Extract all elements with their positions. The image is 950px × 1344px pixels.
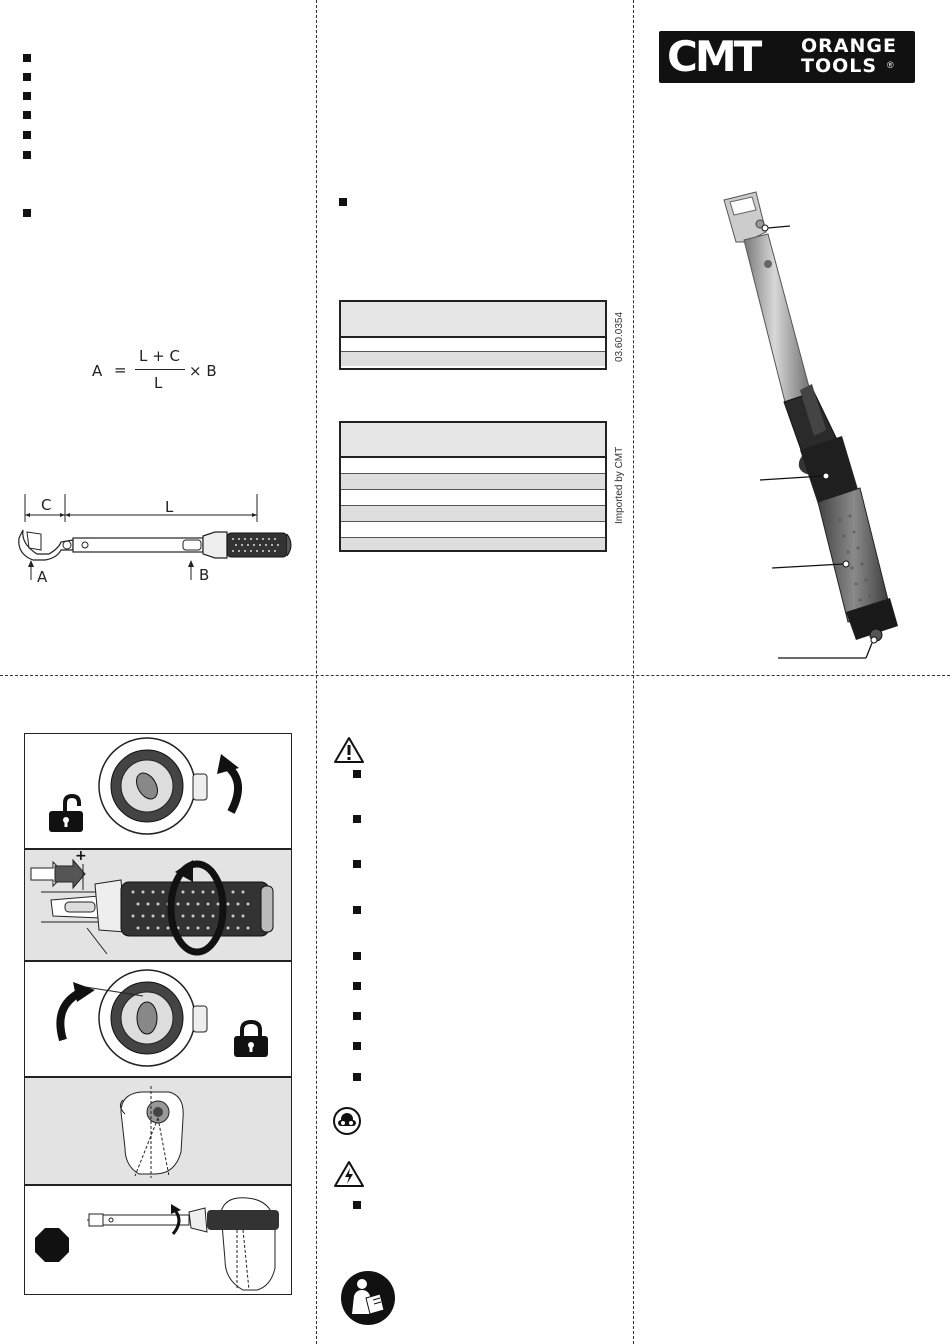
table-header xyxy=(341,302,605,338)
electric-hazard-icon xyxy=(333,1160,365,1188)
bullet xyxy=(353,1201,361,1209)
bullet xyxy=(353,1012,361,1020)
formula-equals: = xyxy=(114,361,127,379)
step-panel-stop-warning xyxy=(24,1185,292,1295)
torque-wrench-photo xyxy=(650,180,940,670)
torque-wrench-illustration xyxy=(650,180,940,670)
dimension-label-l: L xyxy=(165,498,174,516)
table-header xyxy=(341,423,605,458)
bullet xyxy=(353,860,361,868)
bullet xyxy=(353,982,361,990)
bullet xyxy=(353,770,361,778)
force-label-a: A xyxy=(37,568,48,586)
adjust-torque-illustration xyxy=(25,850,291,960)
bullet xyxy=(353,815,361,823)
bullet xyxy=(353,952,361,960)
bullet xyxy=(353,1042,361,1050)
bullet xyxy=(353,906,361,914)
table-row xyxy=(341,352,605,366)
increase-sign: + xyxy=(75,848,87,864)
importer-note: Imported by CMT xyxy=(614,446,625,524)
warning-triangle-icon xyxy=(333,736,365,764)
force-label-b: B xyxy=(199,566,210,584)
table-row xyxy=(341,458,605,474)
bullet xyxy=(339,198,347,206)
wrench-extension-illustration xyxy=(15,488,305,588)
specification-table xyxy=(339,421,607,552)
logo-line-2: TOOLS xyxy=(801,55,878,77)
step-panel-hand-position xyxy=(24,1077,292,1185)
bullet xyxy=(23,54,31,62)
bullet xyxy=(23,111,31,119)
torque-range-table xyxy=(339,300,607,370)
lock-knob-illustration xyxy=(25,962,291,1076)
bullet xyxy=(353,1073,361,1081)
bullet xyxy=(23,151,31,159)
cmt-logo xyxy=(659,31,915,83)
hand-grip-illustration xyxy=(25,1078,291,1184)
bullet xyxy=(23,209,31,217)
dimension-label-c: C xyxy=(41,496,52,514)
table-row xyxy=(341,338,605,352)
logo-registered-mark: ® xyxy=(887,60,894,70)
table-row xyxy=(341,474,605,490)
locked-padlock-icon xyxy=(233,1020,269,1058)
fold-line-vertical-2 xyxy=(633,0,634,1344)
step-panel-lock xyxy=(24,961,292,1077)
formula-lhs: A xyxy=(92,362,103,380)
formula-times-b: × B xyxy=(189,362,217,380)
stop-usage-illustration xyxy=(25,1186,291,1294)
table-row xyxy=(341,506,605,522)
fold-line-vertical-1 xyxy=(316,0,317,1344)
eye-protection-icon xyxy=(332,1106,362,1136)
fraction-bar xyxy=(135,369,185,370)
table-row xyxy=(341,490,605,506)
bullet xyxy=(23,131,31,139)
unlocked-padlock-icon xyxy=(47,794,85,834)
step-panel-set-torque xyxy=(24,849,292,961)
formula-numerator: L + C xyxy=(139,347,180,365)
logo-brand: CMT xyxy=(667,32,760,81)
formula-denominator: L xyxy=(154,374,163,392)
bullet xyxy=(23,73,31,81)
fold-line-horizontal xyxy=(0,675,950,676)
article-code: 03.60.0354 xyxy=(614,311,625,362)
bullet xyxy=(23,92,31,100)
extension-dimension-diagram xyxy=(15,488,305,588)
table-row xyxy=(341,522,605,538)
table-row xyxy=(341,538,605,550)
step-panel-unlock xyxy=(24,733,292,849)
read-manual-icon xyxy=(340,1270,396,1326)
logo-line-1: ORANGE xyxy=(801,35,897,57)
